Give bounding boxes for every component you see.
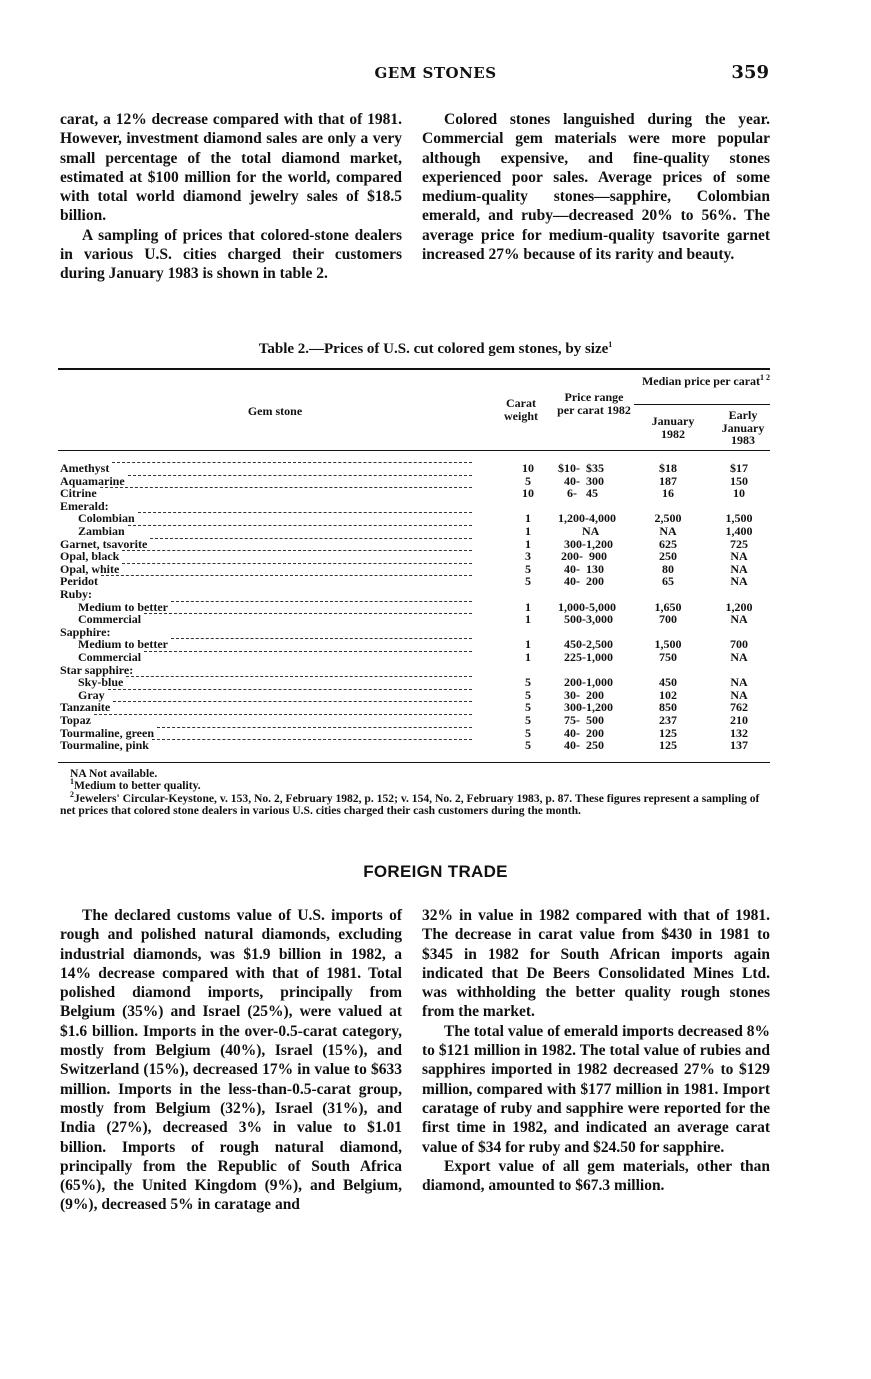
- cell-early-january-1983: 137: [730, 738, 748, 753]
- dot-leader: [152, 739, 472, 740]
- cell-carat-weight: 10: [522, 461, 534, 475]
- table-row: [58, 613, 770, 625]
- footnote-2-mark: 2: [70, 789, 74, 799]
- cell-gem-stone: Sky-blue: [78, 675, 124, 690]
- header-early-january-1983: Early January 1983: [721, 408, 765, 447]
- table-row: [58, 739, 770, 751]
- cell-early-january-1983: 210: [730, 713, 748, 727]
- cell-january-1982: NA: [659, 524, 677, 538]
- cell-gem-stone: Star sapphire:: [60, 662, 134, 677]
- cell-january-1982: 16: [662, 486, 674, 501]
- table-header-rule: [58, 450, 770, 451]
- footnote-1-text: Medium to better quality.: [74, 779, 201, 793]
- cell-price-range: 1,200-4,000: [558, 511, 616, 526]
- table-caption-text: Table 2.—Prices of U.S. cut colored gem stones, by size: [258, 341, 609, 357]
- cell-carat-weight: 5: [525, 700, 531, 715]
- table-row: [58, 714, 770, 726]
- footnote-na: NA Not available.: [70, 767, 158, 780]
- cell-gem-stone: Zambian: [78, 524, 125, 538]
- cell-price-range: 75- 500: [558, 713, 604, 727]
- dot-leader: [94, 714, 472, 715]
- cell-early-january-1983: NA: [730, 675, 748, 690]
- dot-leader: [100, 487, 472, 488]
- column-2: [422, 110, 770, 264]
- paragraph: 32% in value in 1982 compared with that of 1981. The decrease in carat value from $430 in 1981 to $345 in 1982 for South African imports again indicated that De Beers Consolidated Mines Ltd. was withholding the better quality rough stones from the market.: [422, 907, 770, 1021]
- footnote-1-mark: 1: [70, 777, 74, 787]
- cell-gem-stone: Medium to better: [78, 599, 168, 614]
- cell-price-range: 40- 200: [558, 725, 604, 740]
- cell-january-1982: 1,500: [654, 637, 682, 652]
- cell-january-1982: 187: [659, 473, 677, 488]
- cell-carat-weight: 5: [525, 713, 531, 727]
- cell-carat-weight: 3: [525, 549, 531, 564]
- dot-leader: [112, 462, 472, 463]
- cell-gem-stone: Colombian: [78, 511, 135, 526]
- cell-gem-stone: Gray: [78, 687, 105, 702]
- cell-carat-weight: 5: [525, 561, 531, 576]
- dot-leader: [144, 651, 472, 652]
- cell-carat-weight: 1: [525, 599, 531, 614]
- cell-carat-weight: 10: [522, 486, 534, 501]
- cell-carat-weight: 1: [525, 650, 531, 664]
- header-january-1982: January 1982: [651, 414, 695, 441]
- cell-january-1982: 102: [659, 687, 677, 702]
- table-bottom-rule: [58, 762, 770, 763]
- page-number: 359: [731, 62, 769, 83]
- cell-gem-stone: Peridot: [60, 574, 98, 589]
- header-carat-weight: Carat weight: [504, 396, 538, 423]
- cell-price-range: 1,000-5,000: [558, 599, 616, 614]
- cell-carat-weight: 5: [525, 675, 531, 690]
- cell-price-range: 40- 300: [558, 473, 604, 488]
- table-row: [58, 601, 770, 613]
- table-row: [58, 563, 770, 575]
- header-gem-stone: Gem stone: [247, 404, 303, 418]
- dot-leader: [128, 475, 472, 476]
- cell-january-1982: $18: [659, 461, 677, 475]
- paragraph: The total value of emerald imports decreased 8% to $121 million in 1982. The total value of rubies and sapphires imported in 1982 decreased 27% to $129 million, compared with $177 million in 1981. Import caratage of ruby and sapphire were reported for the first time in 1982, and indicated an average carat value of $34 for ruby and $24.50 for sapphire.: [422, 1022, 770, 1156]
- dot-leader: [122, 550, 472, 551]
- cell-price-range: 6- 45: [558, 486, 598, 501]
- cell-early-january-1983: 700: [730, 637, 748, 652]
- table-caption: [0, 341, 871, 358]
- cell-early-january-1983: 132: [730, 725, 748, 740]
- cell-january-1982: 850: [659, 700, 677, 715]
- cell-carat-weight: 1: [525, 612, 531, 627]
- paragraph: The declared customs value of U.S. imports of rough and polished natural diamonds, excluding industrial diamonds, was $1.9 billion in 1982, a 14% decrease compared with that of 1981. Total polished diamond imports, principally from Belgium (35%) and Israel (25%), were valued at $1.6 billion. Imports in the over-0.5-carat category, mostly from Belgium (40%), Israel (15%), and Switzerland (15%), decreased 17% in value to $633 million. Imports in the less-than-0.5-carat group, mostly from Belgium (32%), Israel (31%), and India (27%), decreased 3% in value to $1.01 billion. Imports of rough natural diamond, principally from the Republic of South Africa (65%), the United Kingdom (9%), and Belgium, (9%), decreased 5% in caratage and: [60, 907, 402, 1214]
- table-row: [58, 462, 770, 474]
- table-row: [58, 525, 770, 537]
- cell-january-1982: 750: [659, 650, 677, 664]
- table-row: [58, 487, 770, 499]
- table-row: [58, 500, 770, 512]
- cell-carat-weight: 1: [525, 637, 531, 652]
- cell-carat-weight: 1: [525, 536, 531, 551]
- cell-gem-stone: Emerald:: [60, 498, 109, 513]
- cell-carat-weight: 5: [525, 687, 531, 702]
- header-median-footnote-marks: 1 2: [760, 373, 771, 382]
- median-group-rule: [634, 404, 770, 405]
- cell-gem-stone: Garnet, tsavorite: [60, 536, 148, 551]
- cell-gem-stone: Amethyst: [60, 461, 110, 475]
- cell-gem-stone: Opal, white: [60, 561, 120, 576]
- cell-early-january-1983: NA: [730, 574, 748, 589]
- header-median-price-text: Median price per carat: [641, 374, 761, 388]
- table-row: [58, 626, 770, 638]
- column-1: [60, 110, 402, 284]
- cell-early-january-1983: 10: [733, 486, 745, 501]
- cell-gem-stone: Tanzanite: [60, 700, 111, 715]
- paragraph: Export value of all gem materials, other than diamond, amounted to $67.3 million.: [422, 1157, 770, 1195]
- cell-carat-weight: 1: [525, 511, 531, 526]
- table-row: [58, 651, 770, 663]
- cell-gem-stone: Topaz: [60, 713, 91, 727]
- cell-price-range: $10- $35: [558, 461, 604, 475]
- cell-january-1982: 1,650: [654, 599, 682, 614]
- cell-early-january-1983: 762: [730, 700, 748, 715]
- table-row: [58, 512, 770, 524]
- cell-january-1982: 625: [659, 536, 677, 551]
- cell-gem-stone: Opal, black: [60, 549, 120, 564]
- cell-price-range: 500-3,000: [558, 612, 613, 627]
- cell-price-range: NA: [558, 524, 600, 538]
- running-head: [0, 62, 871, 86]
- dot-leader: [171, 638, 472, 639]
- cell-january-1982: 2,500: [654, 511, 682, 526]
- dot-leader: [113, 701, 472, 702]
- cell-january-1982: 450: [659, 675, 677, 690]
- cell-gem-stone: Medium to better: [78, 637, 168, 652]
- footnote-2: [60, 789, 770, 818]
- table-top-rule: [58, 368, 770, 370]
- cell-gem-stone: Tourmaline, green: [60, 725, 155, 740]
- table-footnotes: [60, 768, 770, 818]
- cell-carat-weight: 1: [525, 524, 531, 538]
- table-row: [58, 727, 770, 739]
- cell-price-range: 300-1,200: [558, 536, 613, 551]
- table-row: [58, 550, 770, 562]
- table-row: [58, 664, 770, 676]
- table-row: [58, 475, 770, 487]
- cell-early-january-1983: 1,200: [725, 599, 753, 614]
- cell-january-1982: 125: [659, 725, 677, 740]
- cell-gem-stone: Commercial: [78, 612, 142, 627]
- table-caption-footnote-mark: 1: [608, 340, 613, 349]
- cell-january-1982: 125: [659, 738, 677, 753]
- dot-leader: [138, 512, 472, 513]
- cell-january-1982: 237: [659, 713, 677, 727]
- cell-carat-weight: 5: [525, 473, 531, 488]
- dot-leader: [128, 525, 472, 526]
- column-4: [422, 906, 770, 1195]
- cell-early-january-1983: NA: [730, 687, 748, 702]
- cell-early-january-1983: 1,500: [725, 511, 753, 526]
- cell-price-range: 300-1,200: [558, 700, 613, 715]
- section-heading-foreign-trade: FOREIGN TRADE: [363, 862, 508, 881]
- cell-price-range: 450-2,500: [558, 637, 613, 652]
- cell-price-range: 225-1,000: [558, 650, 613, 664]
- cell-gem-stone: Commercial: [78, 650, 142, 664]
- cell-early-january-1983: 150: [730, 473, 748, 488]
- table-row: [58, 588, 770, 600]
- cell-price-range: 40- 130: [558, 561, 604, 576]
- paragraph: A sampling of prices that colored-stone dealers in various U.S. cities charged their customers during January 1983 is shown in table 2.: [60, 226, 402, 283]
- dot-leader: [171, 601, 472, 602]
- cell-early-january-1983: NA: [730, 650, 748, 664]
- table-row: [58, 676, 770, 688]
- dot-leader: [144, 613, 472, 614]
- cell-january-1982: 80: [662, 561, 674, 576]
- table-row: [58, 575, 770, 587]
- cell-price-range: 40- 250: [558, 738, 604, 753]
- cell-january-1982: 65: [662, 574, 674, 589]
- dot-leader: [101, 575, 472, 576]
- cell-early-january-1983: $17: [730, 461, 748, 475]
- cell-gem-stone: Ruby:: [60, 587, 93, 601]
- table-row: [58, 638, 770, 650]
- cell-gem-stone: Aquamarine: [60, 473, 125, 488]
- cell-early-january-1983: 1,400: [725, 524, 753, 538]
- running-head-title: GEM STONES: [374, 64, 497, 82]
- cell-price-range: 200-1,000: [558, 675, 613, 690]
- cell-january-1982: 250: [659, 549, 677, 564]
- cell-early-january-1983: NA: [730, 561, 748, 576]
- cell-price-range: 200- 900: [558, 549, 607, 564]
- header-price-range: Price range per carat 1982: [557, 390, 631, 417]
- cell-price-range: 40- 200: [558, 574, 604, 589]
- dot-leader: [122, 563, 472, 564]
- cell-gem-stone: Citrine: [60, 486, 97, 501]
- table-row: [58, 701, 770, 713]
- cell-gem-stone: Sapphire:: [60, 624, 111, 639]
- cell-january-1982: 700: [659, 612, 677, 627]
- dot-leader: [126, 676, 472, 677]
- cell-carat-weight: 5: [525, 574, 531, 589]
- dot-leader: [150, 538, 472, 539]
- table-row: [58, 689, 770, 701]
- cell-early-january-1983: 725: [730, 536, 748, 551]
- footnote-2-text: Jewelers' Circular-Keystone, v. 153, No. 2, February 1982, p. 152; v. 154, No. 2, February 1983, p. 87. These figures represent a sampling of net prices that colored stone dealers in various U.S. cities charged their cash customers during the month.: [60, 791, 760, 818]
- paragraph: carat, a 12% decrease compared with that of 1981. However, investment diamond sales are only a very small percentage of the total diamond market, estimated at $100 million for the world, compared with total world diamond jewelry sales of $18.5 billion.: [60, 111, 402, 225]
- cell-gem-stone: Tourmaline, pink: [60, 738, 149, 753]
- cell-price-range: 30- 200: [558, 687, 604, 702]
- cell-carat-weight: 5: [525, 738, 531, 753]
- table-row: [58, 538, 770, 550]
- cell-early-january-1983: NA: [730, 612, 748, 627]
- dot-leader: [108, 689, 472, 690]
- paragraph: Colored stones languished during the year. Commercial gem materials were more popular although expensive, and fine-quality stones experienced poor sales. Average prices of some medium-quality stones—sapphire, Colombian emerald, and ruby—decreased 20% to 56%. The average price for medium-quality tsavorite garnet increased 27% because of its rarity and beauty.: [422, 111, 770, 264]
- header-median-price: [640, 375, 772, 388]
- dot-leader: [157, 727, 472, 728]
- cell-early-january-1983: NA: [730, 549, 748, 564]
- column-3: [60, 906, 402, 1215]
- cell-carat-weight: 5: [525, 725, 531, 740]
